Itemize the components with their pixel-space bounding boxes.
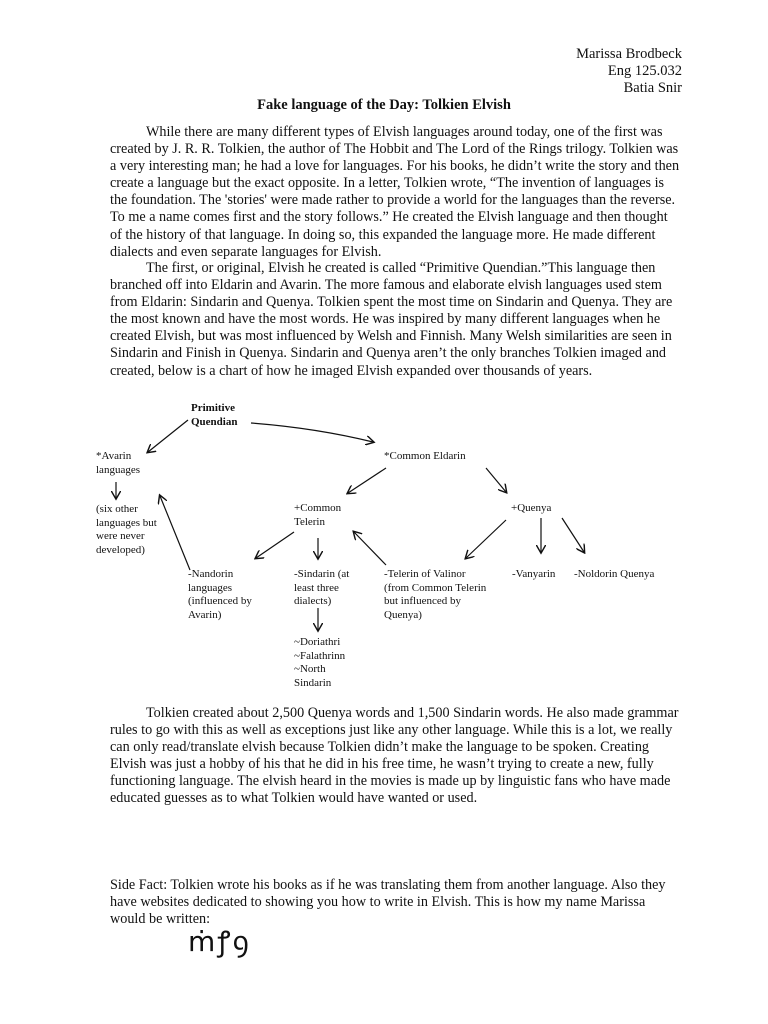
paragraph-branches-text: The first, or original, Elvish he created is called “Primitive Quendian.”This language then branched off into Eldarin and Avarin. The more famous and elaborate elvish languages used stem from Eldarin: Sindarin and Quenya. Tolkien spent the most time on Sindarin and Quenya. They are the most known and have the most words. He was inspired by many different languages when he created Elvish, but was most influenced by Welsh and Finnish. Many Welsh similarities are seen in Sindarin and Finish in Quenya. Sindarin and Quenya aren’t the only branches Tolkien imaged and created, below is a chart of how he imaged Elvish expanded over thousands of years. (110, 260, 673, 379)
document-title: Fake language of the Day: Tolkien Elvish (257, 97, 511, 113)
paragraph-intro-text: While there are many different types of Elvish languages around today, one of the first was created by J. R. R. Tolkien, the author of The Hobbit and The Lord of the Rings trilogy. Tolkien was a very interesting man; he had a love for languages. For his books, he didn’t write the story and then create a language but the exact opposite. In a letter, Tolkien wrote, “The invention of languages is the foundation. The 'stories' were made rather to provide a world for the languages than the reverse. To me a name comes first and the story follows.” He created the Elvish language and then thought of the history of that language. In doing so, this expanded the language more. He made different dialects and even separate languages for Elvish. (110, 124, 680, 260)
paragraph-branches (110, 260, 682, 380)
node-quenya: +Quenya (511, 502, 552, 514)
node-avarin: *Avarin languages (96, 450, 140, 476)
node-avarin-note: (six other languages but were never developed) (96, 503, 157, 556)
node-common-eldarin: *Common Eldarin (384, 450, 466, 462)
node-primitive-quendian: Primitive Quendian (191, 402, 238, 428)
paragraph-words-text: Tolkien created about 2,500 Quenya words and 1,500 Sindarin words. He also made grammar rules to go with this as well as exceptions just like any other language. While this is a lot, we really can only read/translate elvish because Tolkien didn’t make the language to be spoken. Creating Elvish was just a hobby of his that he did in his free time, he wasn’t trying to create a new, fully functioning language. The elvish heard in the movies is made up by linguistic fans who have made educated guesses as to what Tolkien would have wanted or used. (110, 705, 679, 807)
arrow-quenya-to-noldorin (562, 518, 584, 552)
diagram-arrows (86, 390, 686, 700)
node-noldorin-quenya: -Noldorin Quenya (574, 568, 655, 580)
elvish-name-signature: ṁꝭꝯ (188, 925, 251, 958)
paragraph-intro (110, 124, 682, 261)
node-telerin-valinor: -Telerin of Valinor (from Common Telerin but influenced by Quenya) (384, 568, 487, 621)
author-header (576, 46, 682, 97)
arrow-eldarin-to-quenya (486, 468, 506, 492)
arrow-valinor-to-telerin (354, 532, 386, 565)
instructor-name: Batia Snir (623, 80, 682, 96)
node-nandorin: -Nandorin languages (influenced by Avarin) (188, 568, 252, 621)
arrow-primitive-to-avarin (148, 420, 188, 452)
arrow-primitive-to-eldarin (251, 423, 373, 442)
arrow-telerin-to-nandorin (256, 532, 294, 558)
author-name: Marissa Brodbeck (576, 46, 682, 62)
node-sindarin-dialects: ~Doriathri ~Falathrinn ~North Sindarin (294, 636, 346, 689)
arrow-quenya-to-valinor (466, 520, 506, 558)
arrow-eldarin-to-telerin (348, 468, 386, 493)
paragraph-side-fact: Side Fact: Tolkien wrote his books as if he was translating them from another language. Also they have websites dedicated to showing you how to write in Elvish. This is how my name Marissa would be written: (110, 877, 666, 928)
course-code: Eng 125.032 (607, 63, 682, 79)
node-vanyarin: -Vanyarin (512, 568, 556, 580)
paragraph-words (110, 705, 682, 808)
arrow-nandorin-to-avarin (160, 496, 190, 570)
node-sindarin: -Sindarin (at least three dialects) (294, 568, 350, 607)
node-common-telerin: +Common Telerin (294, 502, 342, 528)
language-tree-diagram (86, 390, 686, 700)
